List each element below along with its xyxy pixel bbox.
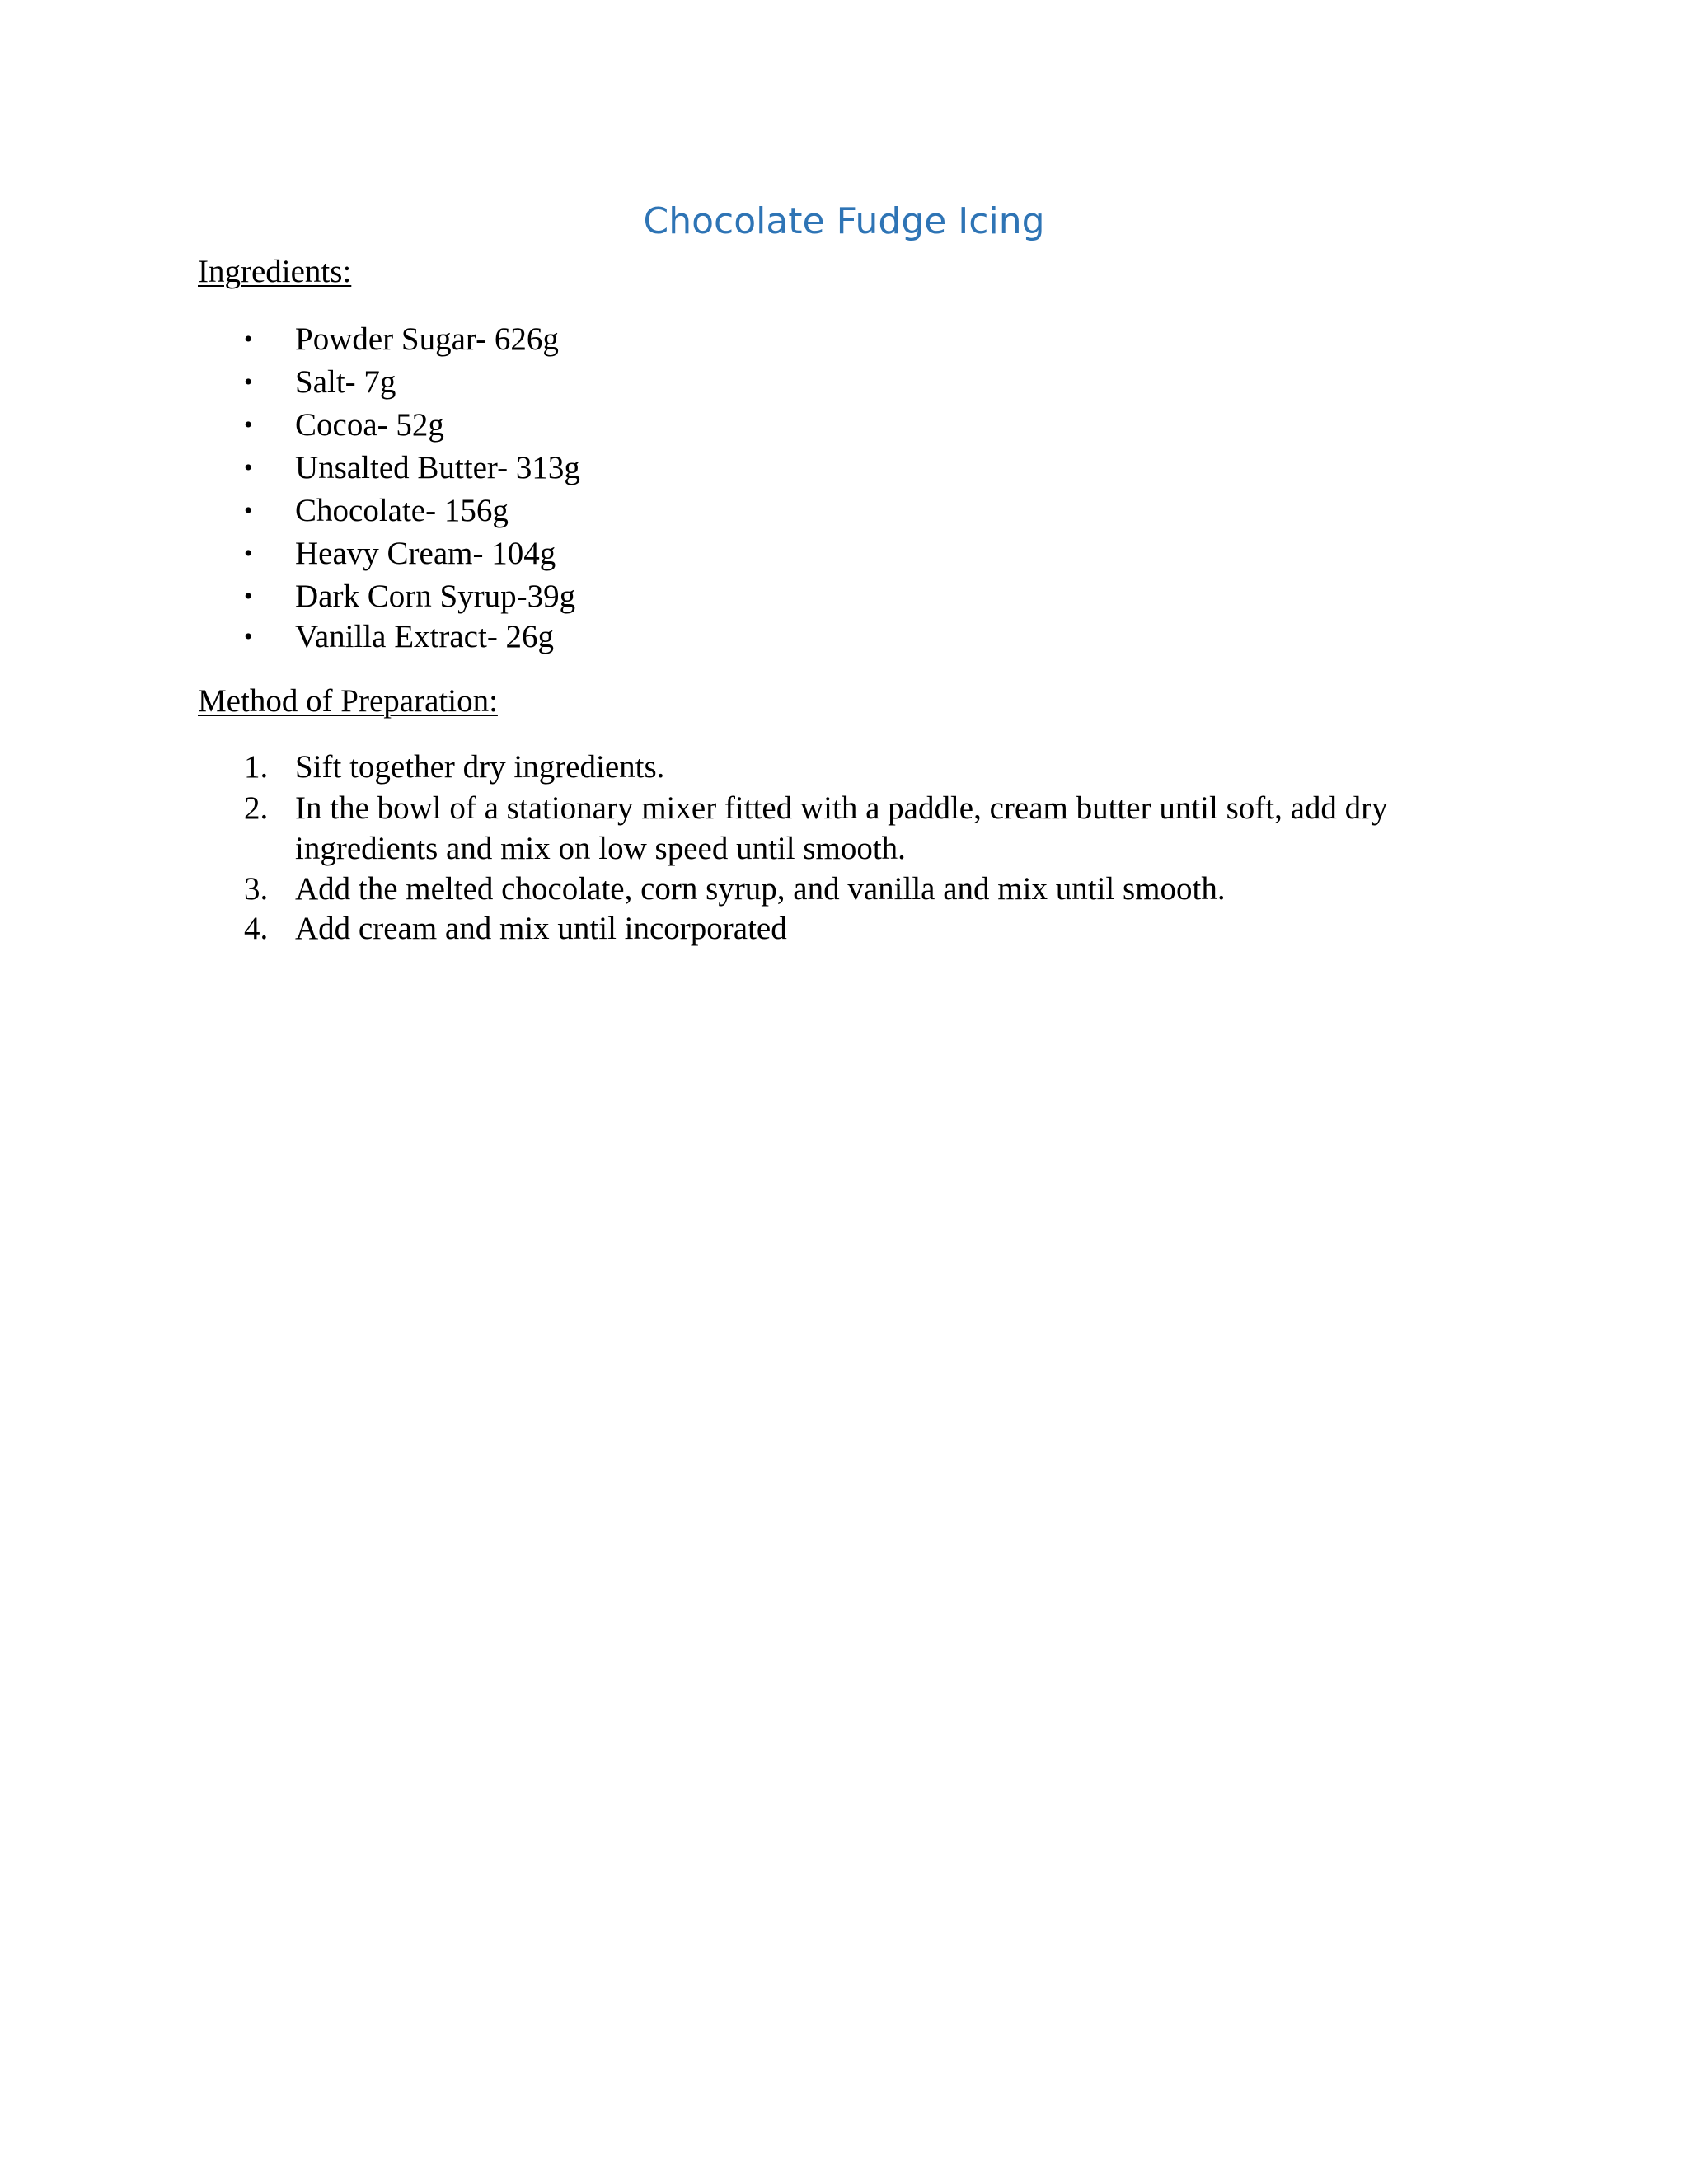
ingredient-text: Unsalted Butter- 313g bbox=[295, 450, 580, 485]
bullet-icon: • bbox=[244, 454, 253, 481]
bullet-icon: • bbox=[244, 497, 253, 524]
ingredient-text: Cocoa- 52g bbox=[295, 407, 444, 443]
step-number: 2. bbox=[244, 790, 269, 826]
ingredients-heading: Ingredients: bbox=[198, 254, 352, 289]
method-heading: Method of Preparation: bbox=[198, 683, 498, 719]
bullet-icon: • bbox=[244, 411, 253, 438]
ingredient-text: Dark Corn Syrup-39g bbox=[295, 579, 576, 614]
ingredient-text: Heavy Cream- 104g bbox=[295, 536, 556, 571]
bullet-icon: • bbox=[244, 540, 253, 567]
bullet-icon: • bbox=[244, 583, 253, 610]
step-number: 3. bbox=[244, 871, 269, 907]
step-text: Sift together dry ingredients. bbox=[295, 749, 665, 785]
bullet-icon: • bbox=[244, 368, 253, 396]
recipe-title: Chocolate Fudge Icing bbox=[643, 200, 1045, 242]
bullet-icon: • bbox=[244, 326, 253, 353]
ingredient-text: Chocolate- 156g bbox=[295, 493, 509, 528]
step-number: 1. bbox=[244, 749, 269, 785]
step-text: Add cream and mix until incorporated bbox=[295, 911, 787, 946]
ingredient-text: Vanilla Extract- 26g bbox=[295, 619, 555, 654]
step-number: 4. bbox=[244, 911, 269, 946]
bullet-icon: • bbox=[244, 623, 253, 650]
ingredient-text: Powder Sugar- 626g bbox=[295, 321, 559, 357]
ingredient-text: Salt- 7g bbox=[295, 364, 396, 400]
step-text: Add the melted chocolate, corn syrup, and vanilla and mix until smooth. bbox=[295, 871, 1226, 907]
step-text: In the bowl of a stationary mixer fitted with a paddle, cream butter until soft, add dry ingredients and mix on low speed until smooth. bbox=[295, 790, 1388, 866]
